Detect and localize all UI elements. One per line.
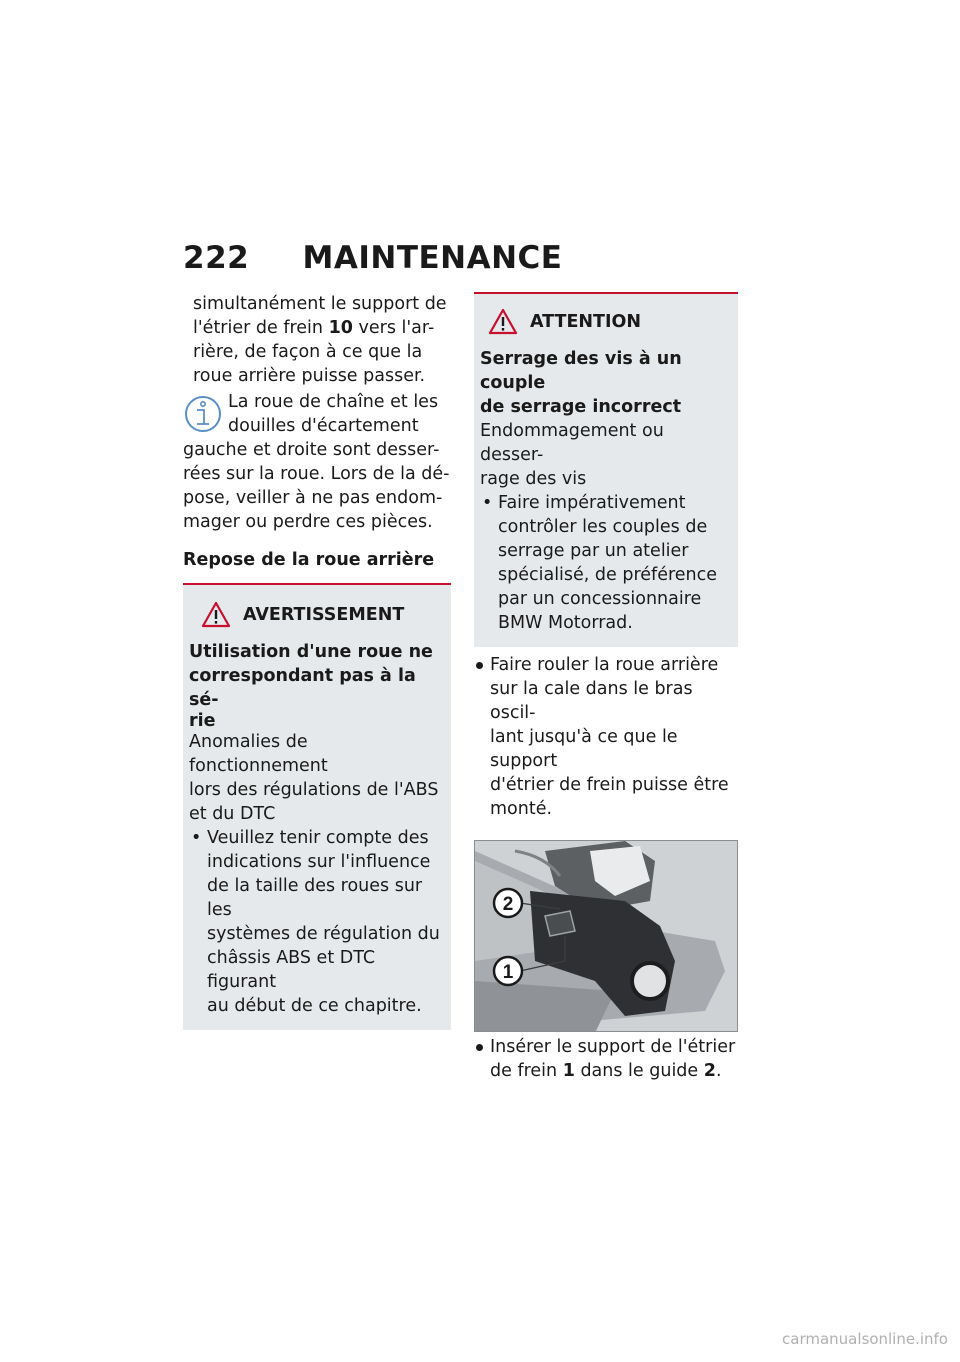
warning-text: Anomalies de fonctionnement lors des régulations de l'ABS et du DTC (189, 732, 439, 824)
brake-caliper-illustration (475, 841, 738, 1032)
hint-block: La roue de chaîne et les douilles d'écartement gauche et droite sont desser- rées sur la roue. Lors de la dé- pose, veiller à ne pas endom- mager ou perdre ces pièces. (183, 392, 450, 532)
attention-title: ATTENTION (530, 311, 642, 332)
svg-text:2: 2 (502, 894, 514, 915)
watermark: carmanualsonline.info (782, 1330, 948, 1348)
warning-triangle-icon (201, 601, 231, 628)
left-column (183, 292, 451, 1030)
brake-caliper-figure (474, 840, 738, 1032)
warning-bullet: • Veuillez tenir compte des indications sur l'influence de la taille des roues sur les systèmes de régulation du châssis ABS et DTC figurant au début de ce chapitre. (189, 826, 443, 1018)
page-header (183, 240, 562, 276)
intro-text: simultanément le support de l'étrier de frein 10 vers l'ar- rière, de façon à ce que la roue arrière puisse passer. (193, 294, 447, 386)
warning-title: AVERTISSEMENT (243, 604, 405, 625)
svg-text:1: 1 (502, 962, 514, 983)
info-hint-icon (183, 394, 223, 434)
right-column (474, 292, 738, 1083)
attention-triangle-icon (488, 308, 518, 335)
attention-box (474, 294, 738, 647)
section-heading: Repose de la roue arrière (183, 550, 435, 570)
attention-text: Endommagement ou desser- rage des vis (480, 421, 664, 489)
warning-subtitle: Utilisation d'une roue ne correspondant pas à la sé- rie (189, 642, 433, 731)
attention-bullet: • Faire impérativement contrôler les couples de serrage par un atelier spécialisé, de préférence par un concessionnaire BMW Motorrad. (480, 491, 730, 635)
callout-2-marker (494, 889, 522, 917)
chapter-title: MAINTENANCE (302, 240, 563, 276)
page-number: 222 (183, 240, 250, 276)
callout-1-marker (494, 957, 522, 985)
warning-box (183, 585, 451, 1030)
attention-subtitle: Serrage des vis à un couple de serrage incorrect (480, 349, 682, 417)
step-insert-caliper: Insérer le support de l'étrier de frein 1 dans le guide 2. (474, 1035, 738, 1083)
step-roll-wheel: Faire rouler la roue arrière sur la cale dans le bras oscil- lant jusqu'à ce que le support d'étrier de frein puisse être monté. (474, 653, 738, 821)
